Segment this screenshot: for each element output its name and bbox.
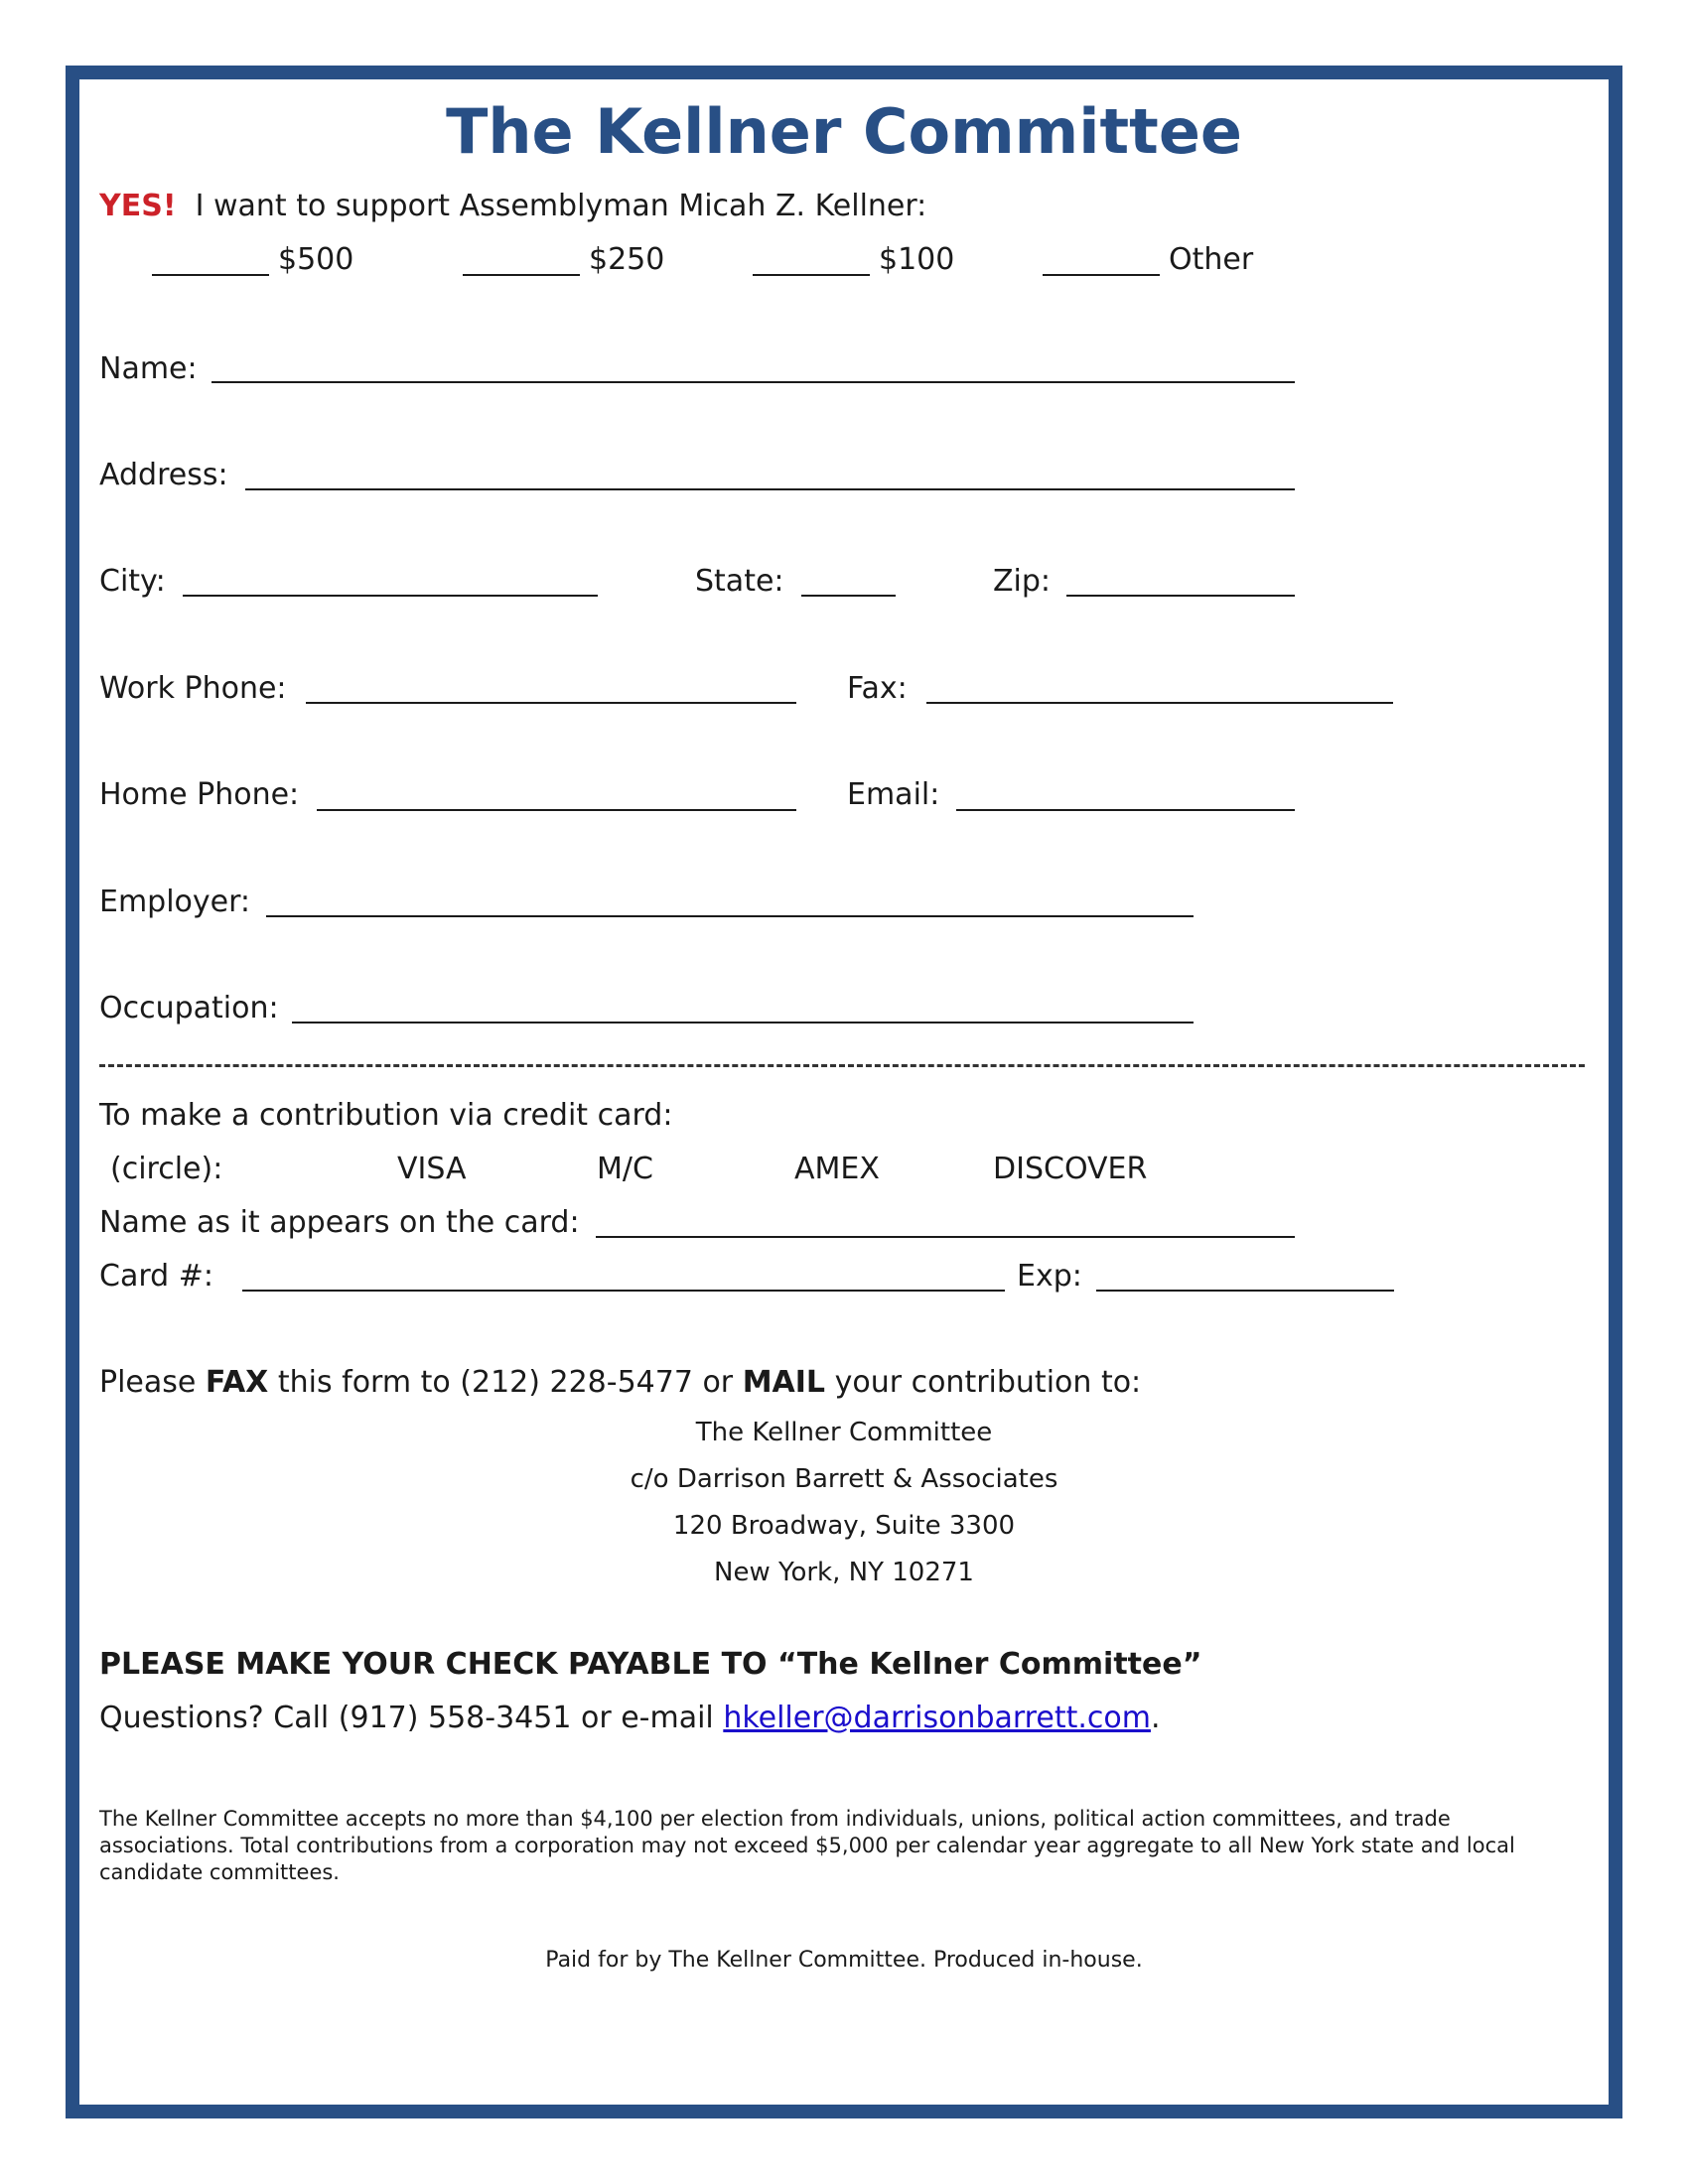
cut-line-divider (99, 1064, 1585, 1067)
amount-other-blank[interactable] (1043, 274, 1160, 276)
mail-instructions (99, 1365, 1141, 1401)
amount-500-blank[interactable] (152, 274, 269, 276)
email-label: Email: (847, 777, 940, 812)
home-phone-label: Home Phone: (99, 777, 300, 812)
work-phone-label: Work Phone: (99, 671, 287, 706)
mailing-address-line: 120 Broadway, Suite 3300 (672, 1511, 1016, 1541)
legal-disclaimer: The Kellner Committee accepts no more than $4,100 per election from individuals, unions, political action committees, and trade associations. Total contributions from a corporation may not exceed $5,000 per calendar year aggregate to all New York state and local candidate committees. (99, 1807, 1515, 1884)
name-on-card-field[interactable] (596, 1236, 1295, 1238)
card-number-field[interactable] (242, 1290, 1005, 1292)
home-phone-field[interactable] (317, 809, 796, 811)
paid-for-footer: Paid for by The Kellner Committee. Produced in-house. (545, 1948, 1143, 1973)
amount-other-label: Other (1169, 242, 1254, 277)
card-option-visa[interactable]: VISA (397, 1152, 467, 1186)
mail-fax-bold: FAX (205, 1365, 269, 1400)
employer-label: Employer: (99, 885, 251, 919)
mail-end: your contribution to: (834, 1365, 1142, 1400)
amount-500-label: $500 (278, 242, 354, 277)
support-statement (99, 189, 926, 224)
amount-250-blank[interactable] (463, 274, 580, 276)
questions-text: Questions? Call (917) 558-3451 or e-mail (99, 1701, 714, 1735)
questions-end: . (1150, 1701, 1161, 1735)
name-label: Name: (99, 351, 198, 386)
card-number-label: Card #: (99, 1259, 213, 1294)
name-field[interactable] (211, 381, 1295, 383)
credit-card-heading: To make a contribution via credit card: (99, 1098, 673, 1133)
support-text: I want to support Assemblyman Micah Z. Kellner: (195, 189, 927, 223)
occupation-label: Occupation: (99, 991, 279, 1025)
occupation-field[interactable] (292, 1022, 1194, 1024)
mailing-address-line: New York, NY 10271 (714, 1558, 974, 1587)
page-title: The Kellner Committee (446, 95, 1242, 168)
mail-please: Please (99, 1365, 197, 1400)
amount-100-blank[interactable] (753, 274, 870, 276)
employer-field[interactable] (266, 915, 1194, 917)
state-label: State: (695, 564, 784, 599)
exp-field[interactable] (1096, 1290, 1394, 1292)
fax-field[interactable] (926, 702, 1393, 704)
work-phone-field[interactable] (306, 702, 796, 704)
email-field[interactable] (956, 809, 1295, 811)
mailing-address-line: c/o Darrison Barrett & Associates (630, 1464, 1058, 1494)
card-option-discover[interactable]: DISCOVER (993, 1152, 1148, 1186)
name-on-card-label: Name as it appears on the card: (99, 1205, 580, 1240)
yes-label: YES! (99, 189, 177, 223)
city-field[interactable] (183, 595, 598, 597)
zip-label: Zip: (993, 564, 1052, 599)
address-label: Address: (99, 458, 228, 492)
exp-label: Exp: (1017, 1259, 1082, 1294)
card-option-amex[interactable]: AMEX (794, 1152, 880, 1186)
state-field[interactable] (801, 595, 896, 597)
zip-field[interactable] (1066, 595, 1295, 597)
circle-label: (circle): (110, 1152, 223, 1186)
amount-100-label: $100 (879, 242, 955, 277)
questions-line (99, 1701, 1161, 1736)
amount-250-label: $250 (589, 242, 665, 277)
card-option-mc[interactable]: M/C (597, 1152, 653, 1186)
address-field[interactable] (245, 488, 1295, 490)
contact-email-link[interactable]: hkeller@darrisonbarrett.com (723, 1701, 1151, 1735)
mail-mail-bold: MAIL (742, 1365, 826, 1400)
mail-middle: this form to (212) 228-5477 or (277, 1365, 734, 1400)
fax-label: Fax: (847, 671, 908, 706)
mailing-address-line: The Kellner Committee (695, 1418, 993, 1447)
payable-notice: PLEASE MAKE YOUR CHECK PAYABLE TO “The Kellner Committee” (99, 1647, 1202, 1682)
city-label: City: (99, 564, 166, 599)
